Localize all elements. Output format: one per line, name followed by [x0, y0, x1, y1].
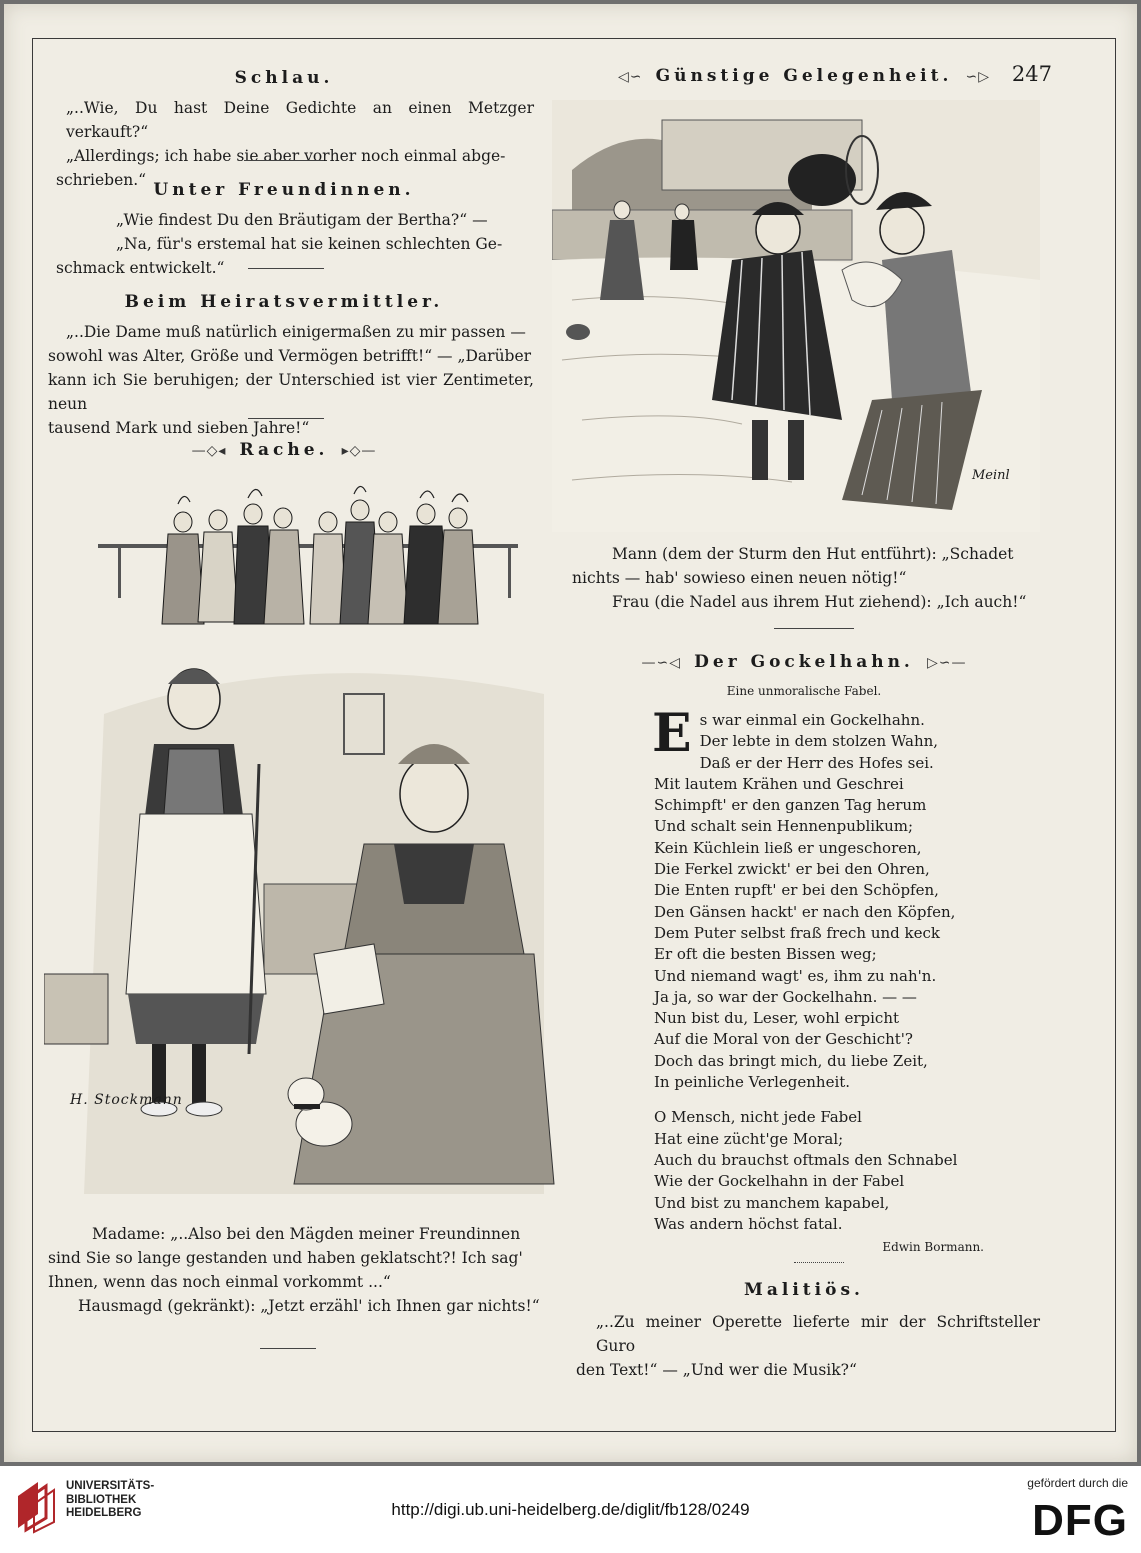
ornament-right-icon: ▷∽—: [926, 655, 967, 671]
poem-line: Wie der Gockelhahn in der Fabel: [654, 1172, 905, 1191]
poem-first-line-text: s war einmal ein Gockelhahn.: [699, 711, 925, 729]
page-number: 247: [1011, 62, 1052, 86]
divider: [244, 160, 324, 161]
poem-line: Was andern höchst fatal.: [654, 1214, 843, 1233]
schlau-text: [56, 96, 534, 192]
gelegenheit-caption: [572, 542, 1040, 614]
poem-line: Und niemand wagt' es, ihm zu nah'n.: [654, 966, 937, 985]
freundinnen-line2: „Na, für's erstemal hat sie keinen schlechten Ge-: [116, 235, 503, 253]
funded-by-label: gefördert durch die: [1027, 1476, 1128, 1490]
gockelhahn-poem: [652, 703, 1012, 1235]
rache-caption-line3: Ihnen, wenn das noch einmal vorkommt ...“: [48, 1273, 391, 1291]
gelegenheit-caption-line2: nichts — hab' sowieso einen neuen nötig!“: [572, 569, 907, 587]
poem-line: Ja ja, so war der Gockelhahn. — —: [654, 987, 917, 1006]
poem-line: Daß er der Herr des Hofes sei.: [699, 753, 934, 772]
ornament-left-icon: —◇◂: [191, 443, 227, 459]
gelegenheit-caption-line3: Frau (die Nadel aus ihrem Hut ziehend): „Ich auch!“: [612, 593, 1027, 611]
storm-illustration: [552, 100, 1040, 532]
poem-line: Er oft die besten Bissen weg;: [654, 945, 877, 964]
poem-line: Der lebte in dem stolzen Wahn,: [699, 732, 939, 751]
library-name-line1: UNIVERSITÄTS-: [66, 1480, 155, 1492]
poem-line: Doch das bringt mich, du liebe Zeit,: [654, 1051, 928, 1070]
schlau-line1: „..Wie, Du hast Deine Gedichte an einen Metzger verkauft?“: [66, 99, 534, 141]
divider: [248, 418, 324, 419]
poem-stanza-1: [652, 731, 1012, 1093]
ornament-right-icon: ∽▷: [965, 69, 990, 85]
freundinnen-line1: „Wie findest Du den Bräutigam der Bertha?“ —: [116, 211, 488, 229]
divider: [248, 268, 324, 269]
madame-maid-illustration: [44, 654, 564, 1224]
dfg-logo[interactable]: DFG: [1032, 1496, 1128, 1545]
poem-line: Hat eine zücht'ge Moral;: [654, 1129, 844, 1148]
gockelhahn-heading: [604, 652, 1004, 672]
library-name-line3: HEIDELBERG: [66, 1507, 142, 1519]
gelegenheit-caption-line1: Mann (dem der Sturm den Hut entführt): „Schadet: [612, 545, 1014, 563]
malitioes-line2: den Text!“ — „Und wer die Musik?“: [576, 1361, 857, 1379]
gockelhahn-title: Der Gockelhahn.: [694, 652, 914, 672]
poem-line: Und bist zu manchem kapabel,: [654, 1193, 890, 1212]
poem-line: Dem Puter selbst fraß frech und keck: [654, 923, 940, 942]
freundinnen-title: Unter Freundinnen.: [153, 180, 415, 200]
ornament-right-icon: ▸◇—: [341, 443, 377, 459]
heiratsvermittler-line2: sowohl was Alter, Größe und Vermögen betrifft!“ — „Darüber: [48, 347, 532, 365]
poem-line: Mit lautem Krähen und Geschrei: [654, 774, 904, 793]
poem-stanza-2: [652, 1107, 1012, 1235]
poem-line: Den Gänsen hackt' er nach den Köpfen,: [654, 902, 956, 921]
poem-line: Auch du brauchst oftmals den Schnabel: [654, 1150, 958, 1169]
rache-caption-line2: sind Sie so lange gestanden und haben geklatscht?! Ich sag': [48, 1249, 523, 1267]
maids-gossip-illustration: [88, 474, 528, 654]
gelegenheit-title: Günstige Gelegenheit.: [655, 66, 953, 86]
poem-line: Kein Küchlein ließ er ungeschoren,: [654, 838, 922, 857]
freundinnen-line3: schmack entwickelt.“: [56, 259, 225, 277]
divider: [794, 1262, 844, 1263]
rache-caption-line1: Madame: „..Also bei den Mägden meiner Freundinnen: [92, 1225, 521, 1243]
freundinnen-text: [56, 208, 534, 280]
ornament-left-icon: —∽◁: [641, 655, 682, 671]
malitioes-title: Malitiös.: [744, 1280, 864, 1300]
schlau-line2: „Allerdings; ich habe sie aber vorher noch einmal abge-: [66, 147, 506, 165]
poem-line: Die Enten rupft' er bei den Schöpfen,: [654, 881, 939, 900]
poem-line: Und schalt sein Hennenpublikum;: [654, 817, 914, 836]
heiratsvermittler-line4: tausend Mark und sieben Jahre!“: [48, 419, 310, 437]
poem-line: Schimpft' er den ganzen Tag herum: [654, 796, 927, 815]
heiratsvermittler-title: Beim Heiratsvermittler.: [124, 292, 444, 312]
malitioes-text: [576, 1310, 1040, 1382]
heiratsvermittler-line1: „..Die Dame muß natürlich einigermaßen zu mir passen —: [66, 323, 526, 341]
rache-heading: [44, 440, 524, 460]
schlau-line3: schrieben.“: [56, 171, 147, 189]
poem-line: Die Ferkel zwickt' er bei den Ohren,: [654, 860, 930, 879]
poem-line: In peinliche Verlegenheit.: [654, 1073, 851, 1092]
poem-author: Edwin Bormann.: [882, 1240, 984, 1254]
scanned-page: [4, 4, 1137, 1462]
ornament-left-icon: ◁∽: [617, 69, 643, 85]
schlau-title: Schlau.: [234, 68, 334, 88]
gelegenheit-heading: [604, 66, 1004, 86]
rache-signature: H. Stockmann: [70, 1092, 183, 1108]
poem-line: Auf die Moral von der Geschicht'?: [654, 1030, 913, 1049]
poem-dropcap: E: [652, 703, 692, 764]
divider: [260, 1348, 316, 1349]
library-name-line2: BIBLIOTHEK: [66, 1493, 137, 1506]
poem-line: O Mensch, nicht jede Fabel: [654, 1108, 862, 1127]
rache-title: Rache.: [239, 440, 329, 460]
malitioes-line1: „..Zu meiner Operette lieferte mir der Schriftsteller Guro: [596, 1313, 1040, 1355]
gelegenheit-signature: Meinl: [972, 468, 1010, 483]
heiratsvermittler-text: [48, 320, 534, 440]
gockelhahn-subtitle: Eine unmoralische Fabel.: [726, 684, 882, 698]
rache-caption-line4: Hausmagd (gekränkt): „Jetzt erzähl' ich Ihnen gar nichts!“: [78, 1297, 540, 1315]
divider: [774, 628, 854, 629]
poem-line: Nun bist du, Leser, wohl erpicht: [654, 1009, 900, 1028]
page-url[interactable]: http://digi.ub.uni-heidelberg.de/diglit/fb128/0249: [391, 1500, 750, 1519]
heiratsvermittler-line3: kann ich Sie beruhigen; der Unterschied ist vier Zentimeter, neun: [48, 371, 534, 413]
rache-caption: [48, 1222, 558, 1318]
